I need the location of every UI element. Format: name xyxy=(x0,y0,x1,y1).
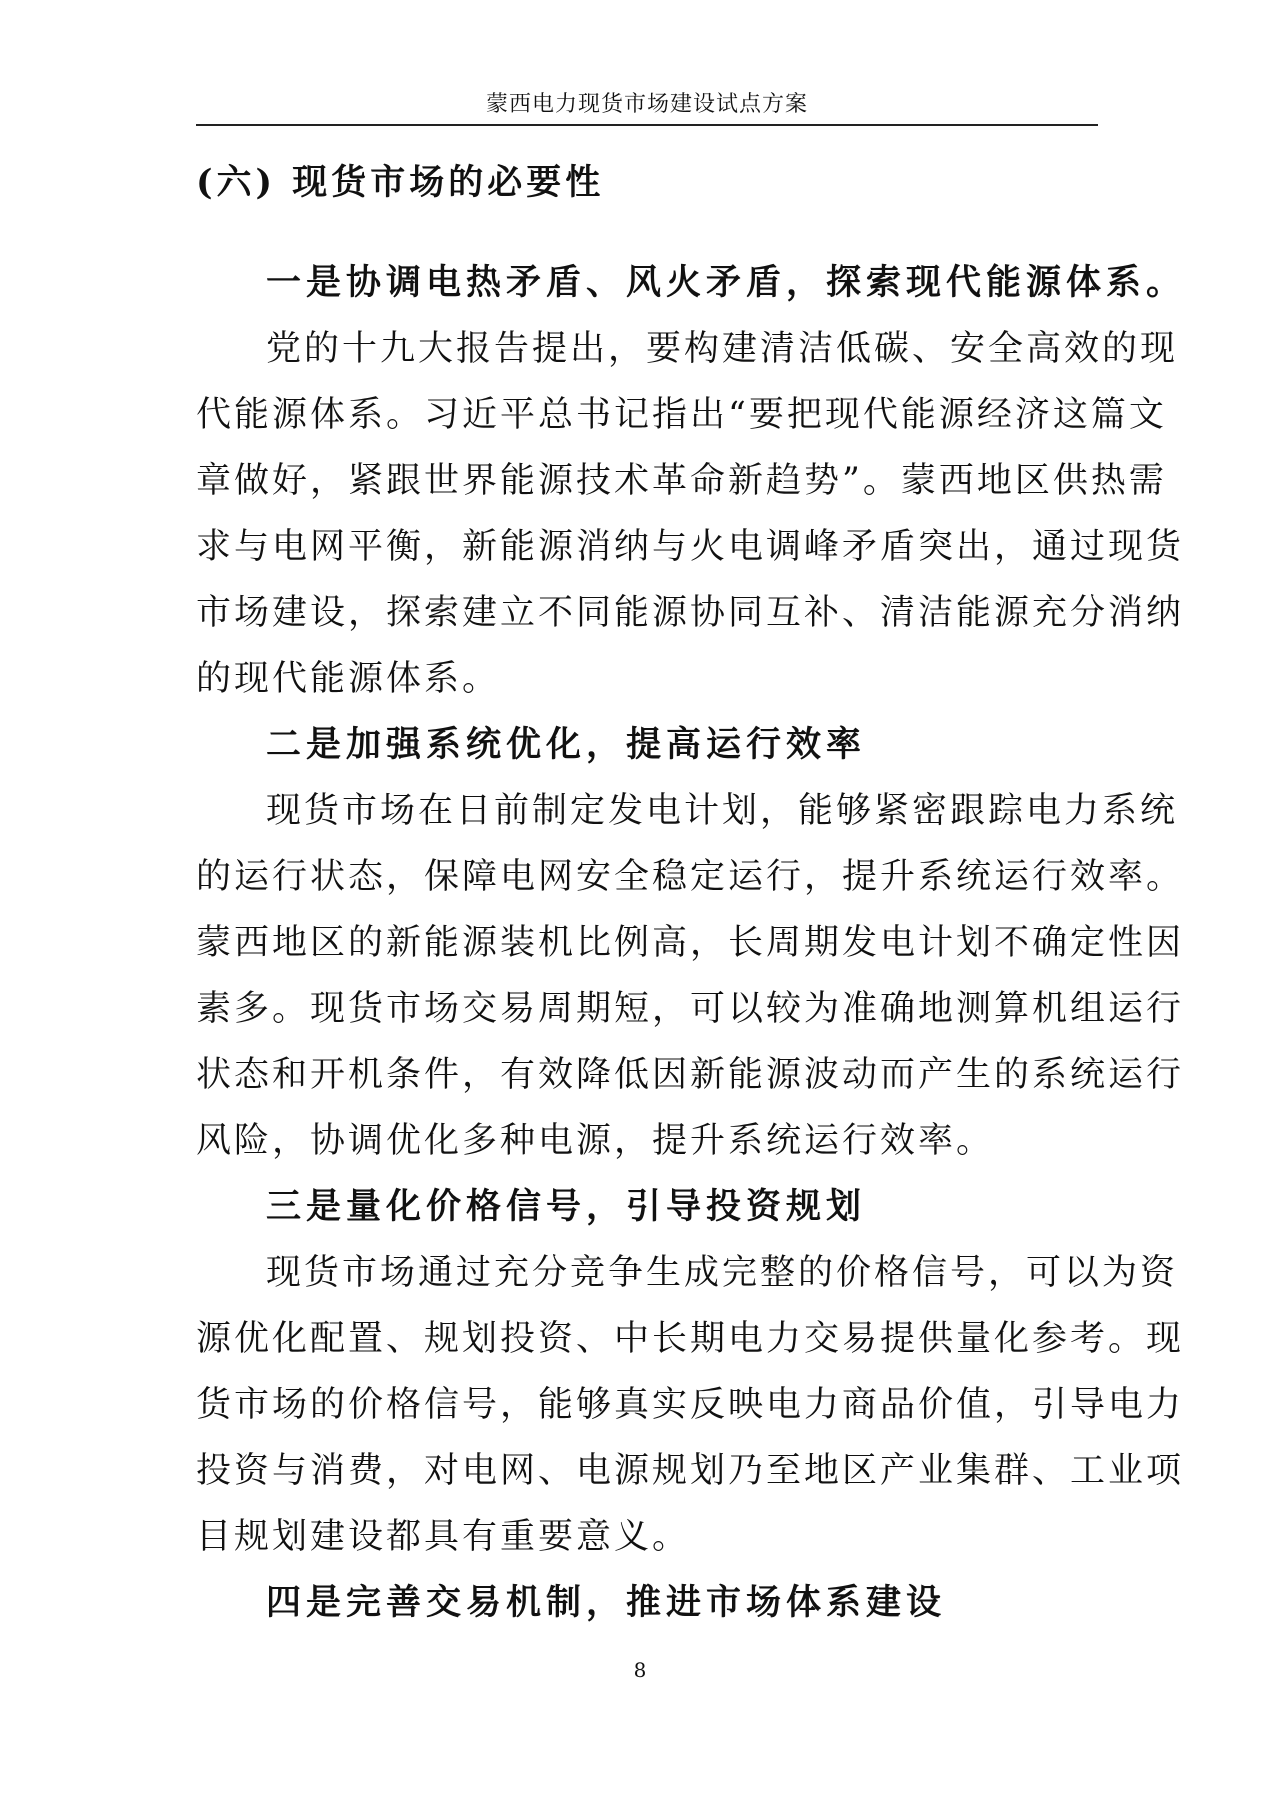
paragraph-line: 党的十九大报告提出，要构建清洁低碳、安全高效的现 xyxy=(266,329,1179,369)
header-rule xyxy=(196,124,1098,126)
paragraph-line: 的现代能源体系。 xyxy=(196,659,501,699)
point-heading: 二是加强系统优化，提高运行效率 xyxy=(266,724,867,765)
page-number: 8 xyxy=(633,1658,647,1682)
paragraph-line: 投资与消费，对电网、电源规划乃至地区产业集群、工业项 xyxy=(196,1451,1185,1491)
paragraph-line: 现货市场通过充分竞争生成完整的价格信号，可以为资 xyxy=(266,1253,1179,1293)
point-heading: 四是完善交易机制，推进市场体系建设 xyxy=(266,1582,947,1623)
paragraph-line: 市场建设，探索建立不同能源协同互补、清洁能源充分消纳 xyxy=(196,593,1185,633)
point-paragraph xyxy=(196,316,1185,712)
paragraph-line: 的运行状态，保障电网安全稳定运行，提升系统运行效率。 xyxy=(196,857,1185,897)
paragraph-line: 章做好，紧跟世界能源技术革命新趋势”。蒙西地区供热需 xyxy=(196,461,1167,501)
paragraph-line: 源优化配置、规划投资、中长期电力交易提供量化参考。现 xyxy=(196,1319,1185,1359)
paragraph-line: 求与电网平衡，新能源消纳与火电调峰矛盾突出，通过现货 xyxy=(196,527,1185,567)
point-paragraph xyxy=(196,778,1185,1174)
paragraph-line: 现货市场在日前制定发电计划，能够紧密跟踪电力系统 xyxy=(266,791,1179,831)
paragraph-line: 风险，协调优化多种电源，提升系统运行效率。 xyxy=(196,1121,995,1161)
paragraph-line: 状态和开机条件，有效降低因新能源波动而产生的系统运行 xyxy=(196,1055,1185,1095)
point-2 xyxy=(196,712,1185,1174)
paragraph-line: 蒙西地区的新能源装机比例高，长周期发电计划不确定性因 xyxy=(196,923,1185,963)
point-3 xyxy=(196,1174,1185,1570)
point-heading: 一是协调电热矛盾、风火矛盾，探索现代能源体系。 xyxy=(266,262,1187,303)
section-title: (六) 现货市场的必要性 xyxy=(196,162,605,203)
paragraph-line: 目规划建设都具有重要意义。 xyxy=(196,1517,691,1557)
point-4 xyxy=(196,1570,1098,1636)
point-heading: 三是量化价格信号，引导投资规划 xyxy=(266,1186,867,1227)
paragraph-line: 货市场的价格信号，能够真实反映电力商品价值，引导电力 xyxy=(196,1385,1185,1425)
document-body xyxy=(196,150,1187,1636)
point-1 xyxy=(196,250,1187,712)
page-header-title: 蒙西电力现货市场建设试点方案 xyxy=(485,92,808,117)
paragraph-line: 素多。现货市场交易周期短，可以较为准确地测算机组运行 xyxy=(196,989,1185,1029)
paragraph-line: 代能源体系。习近平总书记指出“要把现代能源经济这篇文 xyxy=(196,395,1167,435)
point-paragraph xyxy=(196,1240,1185,1570)
